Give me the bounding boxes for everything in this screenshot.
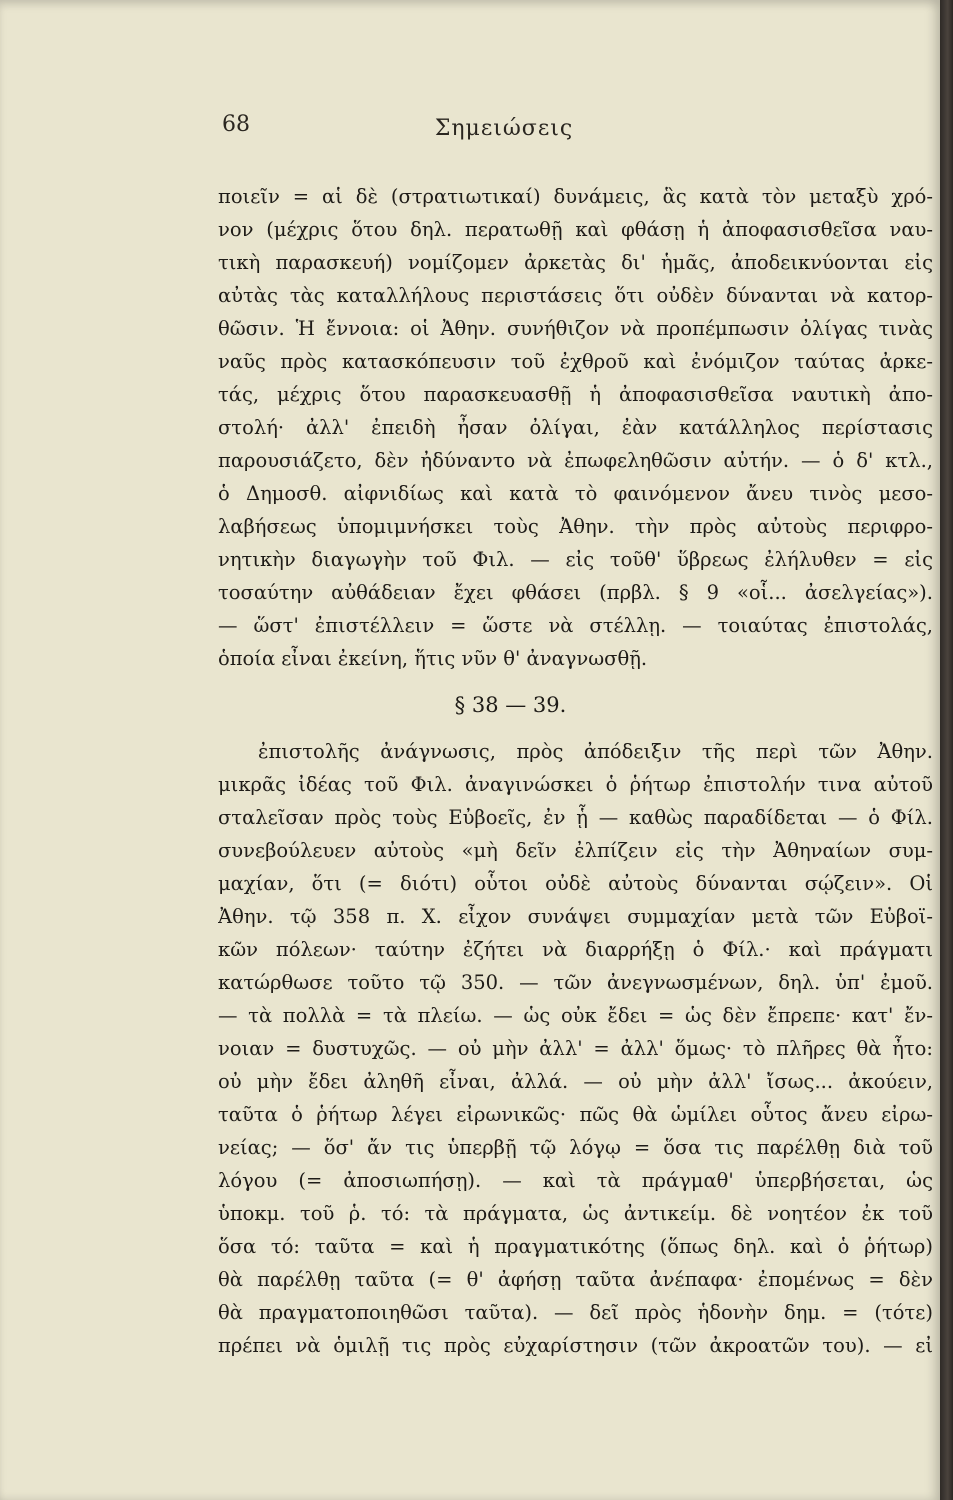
text-line: ποιεῖν = αἱ δὲ (στρατιωτικαί) δυνάμεις, ἃς κατὰ τὸν μεταξὺ χρό- [218,185,933,208]
text-line: σταλεῖσαν πρὸς τοὺς Εὐβοεῖς, ἐν ᾗ — καθὼς παραδίδεται — ὁ Φίλ. [218,806,933,829]
text-line: ὁποία εἶναι ἐκείνη, ἥτις νῦν θ' ἀναγνωσθῇ. [218,647,648,670]
text-line: στολή· ἀλλ' ἐπειδὴ ἦσαν ὀλίγαι, ἐὰν κατάλληλος περίστασις [218,416,933,439]
text-line: νείας; — ὅσ' ἄν τις ὑπερβῇ τῷ λόγῳ = ὅσα τις παρέλθῃ διὰ τοῦ [218,1136,933,1159]
book-binding-edge [940,0,953,1500]
text-line: νοιαν = δυστυχῶς. — οὐ μὴν ἀλλ' = ἀλλ' ὅμως· τὸ πλῆρες θὰ ἦτο: [218,1037,933,1060]
text-line: ὑποκμ. τοῦ ῥ. τό: τὰ πράγματα, ὡς ἀντικείμ. δὲ νοητέον ἐκ τοῦ [218,1202,933,1225]
text-line: ταῦτα ὁ ῥήτωρ λέγει εἰρωνικῶς· πῶς θὰ ὡμίλει οὗτος ἄνευ εἰρω- [218,1103,933,1126]
text-line: πρέπει νὰ ὁμιλῇ τις πρὸς εὐχαρίστησιν (τῶν ἀκροατῶν του). — εἰ [218,1334,933,1357]
text-line: θῶσιν. Ἡ ἔννοια: οἱ Ἀθην. συνήθιζον νὰ προπέμπωσιν ὀλίγας τινὰς [218,317,933,340]
text-line: κατώρθωσε τοῦτο τῷ 350. — τῶν ἀνεγνωσμένων, δηλ. ὑπ' ἐμοῦ. [218,971,933,994]
text-line: συνεβούλευεν αὐτοὺς «μὴ δεῖν ἐλπίζειν εἰς τὴν Ἀθηναίων συμ- [218,839,933,862]
text-line: αὐτὰς τὰς καταλλήλους περιστάσεις ὅτι οὐδὲν δύνανται νὰ κατορ- [218,284,933,307]
text-line: θὰ πραγματοποιηθῶσι ταῦτα). — δεῖ πρὸς ἡδονὴν δημ. = (τότε) [218,1301,933,1324]
text-line: ἐπιστολῆς ἀνάγνωσις, πρὸς ἀπόδειξιν τῆς περὶ τῶν Ἀθην. [258,740,933,763]
text-line: τοσαύτην αὐθάδειαν ἔχει φθάσει (πρβλ. § 9 «οἷ... ἀσελγείας»). [218,581,933,604]
text-line: λαβήσεως ὑπομιμνήσκει τοὺς Ἀθην. τὴν πρὸς αὐτοὺς περιφρο- [218,515,933,538]
text-line: μαχίαν, ὅτι (= διότι) οὗτοι οὐδὲ αὐτοὺς δύνανται σῴζειν». Οἱ [218,872,933,895]
text-line: κῶν πόλεων· ταύτην ἐζήτει νὰ διαρρήξῃ ὁ Φίλ.· καὶ πράγματι [218,938,933,961]
text-line: — ὥστ' ἐπιστέλλειν = ὥστε νὰ στέλλῃ. — τοιαύτας ἐπιστολάς, [218,614,933,637]
text-line: τικὴ παρασκευή) νομίζομεν ἀρκετὰς δι' ἡμᾶς, ἀποδεικνύονται εἰς [218,251,933,274]
text-line: — τὰ πολλὰ = τὰ πλείω. — ὡς οὐκ ἔδει = ὡς δὲν ἔπρεπε· κατ' ἔν- [218,1004,933,1027]
running-title: Σημειώσεις [434,116,574,141]
text-line: ὅσα τό: ταῦτα = καὶ ἡ πραγματικότης (ὅπως δηλ. καὶ ὁ ῥήτωρ) [218,1235,933,1258]
section-heading: § 38 — 39. [454,693,567,717]
text-line: λόγου (= ἀποσιωπήσῃ). — καὶ τὰ πράγμαθ' ὑπερβήσεται, ὡς [218,1169,933,1192]
text-line: μικρᾶς ἰδέας τοῦ Φιλ. ἀναγινώσκει ὁ ῥήτωρ ἐπιστολήν τινα αὐτοῦ [218,773,933,796]
page-number: 68 [222,112,250,137]
text-line: νον (μέχρις ὅτου δηλ. περατωθῇ καὶ φθάσῃ ἡ ἀποφασισθεῖσα ναυ- [218,218,933,241]
text-line: τάς, μέχρις ὅτου παρασκευασθῇ ἡ ἀποφασισθεῖσα ναυτικὴ ἀπο- [218,383,933,406]
text-line: Ἀθην. τῷ 358 π. Χ. εἶχον συνάψει συμμαχίαν μετὰ τῶν Εὐβοϊ- [218,905,933,928]
text-line: θὰ παρέλθῃ ταῦτα (= θ' ἀφήσῃ ταῦτα ἀνέπαφα· ἐπομένως = δὲν [218,1268,933,1291]
text-line: ὁ Δημοσθ. αἰφνιδίως καὶ κατὰ τὸ φαινόμενον ἄνευ τινὸς μεσο- [218,482,933,505]
text-line: νητικὴν διαγωγὴν τοῦ Φιλ. — εἰς τοῦθ' ὕβρεως ἐλήλυθεν = εἰς [218,548,933,571]
text-line: παρουσιάζετο, δὲν ἠδύναντο νὰ ἐπωφεληθῶσιν αὐτήν. — ὁ δ' κτλ., [218,449,933,472]
text-line: οὐ μὴν ἔδει ἀληθῆ εἶναι, ἀλλά. — οὐ μὴν ἀλλ' ἴσως... ἀκούειν, [218,1070,933,1093]
body-text [218,180,933,1362]
text-line: ναῦς πρὸς κατασκόπευσιν τοῦ ἐχθροῦ καὶ ἐνόμιζον ταύτας ἀρκε- [218,350,933,373]
